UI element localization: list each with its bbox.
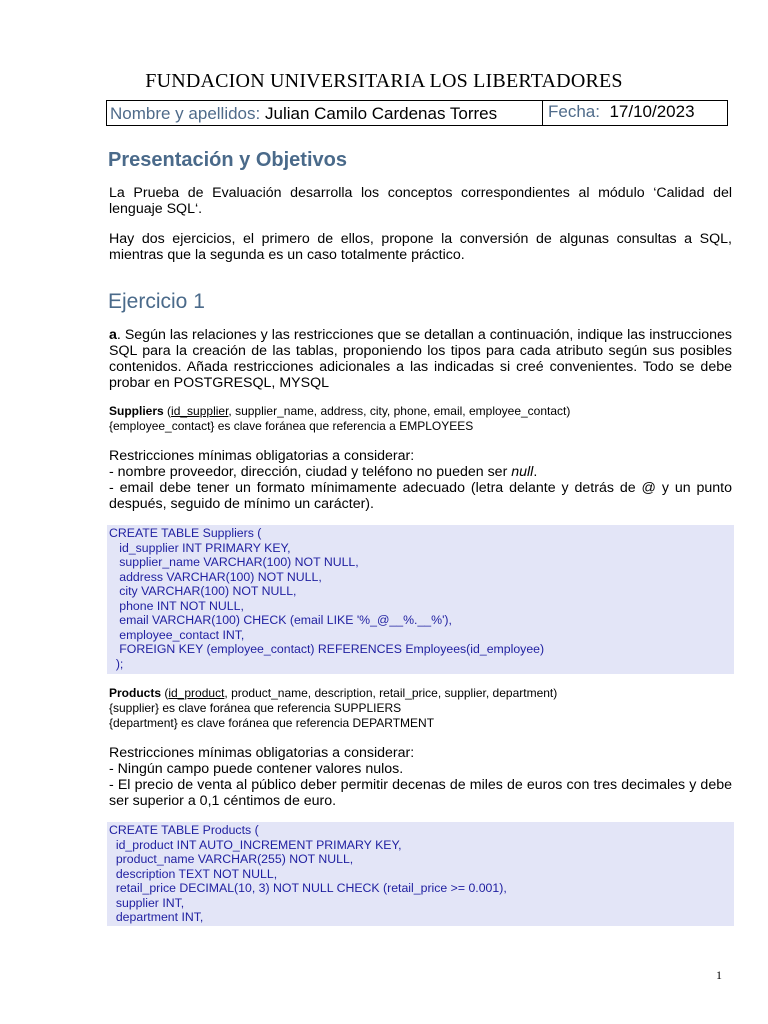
code-line: CREATE TABLE Suppliers (	[109, 526, 262, 540]
date-label: Fecha:	[548, 102, 600, 121]
presentation-paragraph-1: La Prueba de Evaluación desarrolla los conceptos correspondientes al módulo ‘Calidad del lenguaje SQL‘.	[109, 185, 732, 217]
suppliers-relation	[109, 404, 732, 419]
name-cell	[107, 101, 543, 125]
name-value: Julian Camilo Cardenas Torres	[264, 104, 498, 123]
suppliers-open: (	[163, 404, 172, 418]
code-line: address VARCHAR(100) NOT NULL,	[109, 569, 322, 584]
code-line: FOREIGN KEY (employee_contact) REFERENCES Employees(id_employee)	[109, 642, 545, 656]
date-value: 17/10/2023	[609, 102, 695, 121]
institution-title: FUNDACION UNIVERSITARIA LOS LIBERTADORES	[145, 70, 623, 92]
code-line: city VARCHAR(100) NOT NULL,	[109, 584, 297, 598]
code-line: retail_price DECIMAL(10, 3) NOT NULL CHECK (retail_price >= 0.001),	[109, 881, 507, 895]
suppliers-restr-title: Restricciones mínimas obligatorias a considerar:	[109, 448, 415, 464]
products-open: (	[161, 686, 169, 700]
suppliers-restr-1	[109, 464, 732, 480]
products-relation	[109, 686, 732, 701]
code-line: product_name VARCHAR(255) NOT NULL,	[109, 852, 354, 866]
products-restr-2: - El precio de venta al público deber permitir decenas de miles de euros con tres decimales y debe ser superior a 0,1 céntimos de euro.	[109, 777, 732, 809]
suppliers-name: Suppliers	[109, 404, 164, 418]
suppliers-restr-1-text: - nombre proveedor, dirección, ciudad y teléfono no pueden ser	[109, 464, 512, 480]
code-line: id_product INT AUTO_INCREMENT PRIMARY KEY,	[109, 837, 402, 852]
suppliers-fk: {employee_contact} es clave foránea que referencia a EMPLOYEES	[109, 419, 474, 433]
date-cell	[543, 101, 727, 125]
presentation-heading: Presentación y Objetivos	[108, 149, 347, 171]
products-name: Products	[109, 686, 162, 700]
products-fk-department: {department} es clave foránea que referencia DEPARTMENT	[109, 716, 435, 730]
code-line: employee_contact INT,	[109, 627, 245, 642]
code-line: email VARCHAR(100) CHECK (email LIKE '%_@__%.__%'),	[109, 613, 452, 627]
code-line: department INT,	[109, 910, 204, 924]
code-line: id_supplier INT PRIMARY KEY,	[109, 540, 291, 555]
products-code-block	[107, 822, 734, 926]
code-line: phone INT NOT NULL,	[109, 598, 244, 613]
suppliers-restr-2: - email debe tener un formato mínimamente adecuado (letra delante y detrás de @ y un punto después, seguido de mínimo un carácter).	[109, 480, 732, 512]
exercise1-intro	[109, 327, 732, 391]
suppliers-restr-1-null: null	[511, 464, 534, 480]
suppliers-attributes: , supplier_name, address, city, phone, email, employee_contact)	[228, 404, 571, 418]
page-number: 1	[716, 968, 722, 982]
products-restr-1: - Ningún campo puede contener valores nulos.	[109, 761, 404, 777]
products-restr-title: Restricciones mínimas obligatorias a considerar:	[109, 745, 415, 761]
name-label: Nombre y apellidos:	[110, 104, 261, 123]
products-restrictions	[109, 745, 732, 809]
suppliers-key: id_supplier	[171, 404, 229, 418]
products-key: id_product	[168, 686, 225, 700]
suppliers-restr-1-end: .	[533, 464, 538, 480]
code-line: supplier_name VARCHAR(100) NOT NULL,	[109, 555, 359, 569]
presentation-paragraph-2: Hay dos ejercicios, el primero de ellos, propone la conversión de algunas consultas a SQL, mientras que la segunda es un caso totalmente práctico.	[109, 231, 732, 263]
code-line: CREATE TABLE Products (	[109, 823, 259, 837]
code-line: );	[109, 656, 124, 671]
exercise1-intro-letter: a	[109, 327, 117, 343]
suppliers-restrictions	[109, 448, 732, 512]
exercise1-heading: Ejercicio 1	[108, 290, 205, 313]
exercise1-intro-text: . Según las relaciones y las restricciones que se detallan a continuación, indique las instrucciones SQL para la creación de las tablas, proponiendo los tipos para cada atributo según sus posibles contenidos. Añada restricciones adicionales a las indicadas si creé convenientes. Todo se debe probar en POSTGRESQL, MYSQL	[109, 327, 732, 391]
suppliers-code-block	[107, 525, 734, 674]
name-date-box	[106, 100, 728, 126]
code-line: description TEXT NOT NULL,	[109, 866, 278, 881]
products-fk-supplier: {supplier} es clave foránea que referencia SUPPLIERS	[109, 701, 402, 715]
products-attributes: , product_name, description, retail_price, supplier, department)	[224, 686, 558, 700]
code-line: supplier INT,	[109, 895, 185, 910]
